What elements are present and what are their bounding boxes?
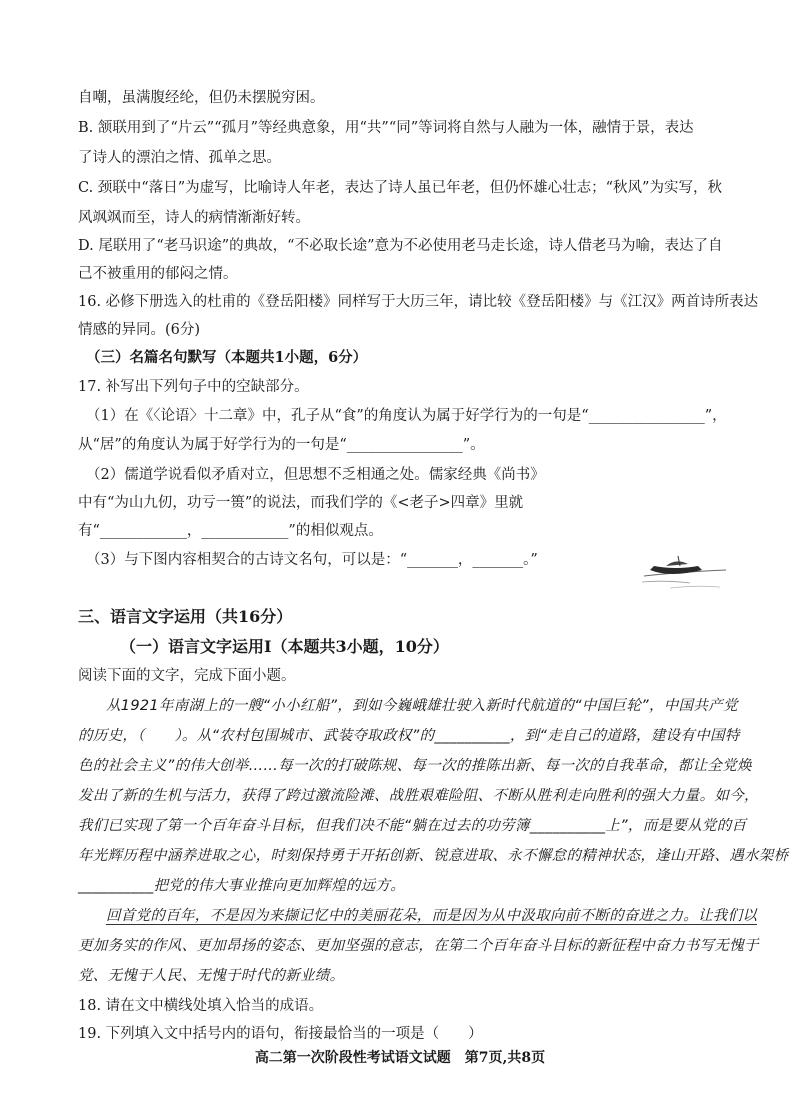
q17-part1-line1: （1）在《〈论语〉十二章》中，孔子从“食”的角度认为属于好学行为的一句是“________________”， <box>86 408 727 424</box>
q17-part2-line1: （2）儒道学说看似矛盾对立，但思想不乏相通之处。儒家经典《尚书》 <box>86 467 545 483</box>
passage-line-9: 更加务实的作风、更加昂扬的姿态、更加坚强的意志，在第二个百年奋斗目标的新征程中奋力书写无愧于 <box>78 938 759 954</box>
page-footer: 高二第一次阶段性考试语文试题 第7页,共8页 <box>254 1050 546 1066</box>
passage-line-1: 从1921年南湖上的一艘“小小红船”，到如今巍峨雄壮驶入新时代航道的“中国巨轮”，中国共产党 <box>106 698 738 714</box>
q17-part1-line2: 从“居”的角度认为属于好学行为的一句是“________________”。 <box>78 437 485 453</box>
question-19: 19. 下列填入文中括号内的语句，衔接最恰当的一项是（ ） <box>78 1026 483 1042</box>
question-16-line1: 16. 必修下册选入的杜甫的《登岳阳楼》同样写于大历三年，请比较《登岳阳楼》与《江汉》两首诗所表达 <box>78 294 759 310</box>
option-a-tail: 自嘲，虽满腹经纶，但仍未摆脱穷困。 <box>78 90 325 106</box>
passage-line-2: 的历史，（ ）。从“农村包围城市、武装夺取政权”的__________，到“走自己的道路，建设有中国特 <box>78 728 740 744</box>
part-3-heading: 三、语言文字运用（共16分） <box>78 607 293 626</box>
passage-line-4: 发出了新的生机与活力，获得了跨过激流险滩、战胜艰难险阻、不断从胜利走向胜利的强大力量。如今， <box>78 788 759 804</box>
question-16-line2: 情感的异同。(6分) <box>78 322 201 338</box>
passage-line-5: 我们已实现了第一个百年奋斗目标，但我们决不能“躺在过去的功劳簿__________上”，而是要从党的百 <box>78 818 747 834</box>
question-18: 18. 请在文中横线处填入恰当的成语。 <box>78 998 324 1014</box>
passage-line-3: 色的社会主义”的伟大创举……每一次的打破陈规、每一次的推陈出新、每一次的自我革命，都让全党焕 <box>78 758 752 774</box>
option-c-line1: C. 颈联中“落日”为虚写，比喻诗人年老，表达了诗人虽已年老，但仍怀雄心壮志；“秋风”为实写，秋 <box>78 180 722 196</box>
section-3-heading: （三）名篇名句默写（本题共1小题，6分） <box>86 349 368 366</box>
question-17-stem: 17. 补写出下列句子中的空缺部分。 <box>78 379 309 395</box>
option-b-line2: 了诗人的漂泊之情、孤单之思。 <box>78 150 281 166</box>
boat-on-water-image <box>640 552 730 592</box>
reading-instruction: 阅读下面的文字，完成下面小题。 <box>78 668 296 684</box>
option-d-line2: 己不被重用的郁闷之情。 <box>78 266 238 282</box>
passage-line-8-underlined <box>106 906 766 926</box>
q17-part2-line2: 中有“为山九仞，功亏一篑”的说法，而我们学的《<老子>四章》里就 <box>78 495 524 511</box>
option-d-line1: D. 尾联用了“老马识途”的典故，“不必取长途”意为不必使用老马走长途，诗人借老马为喻，表达了自 <box>78 238 723 254</box>
q17-part2-line3: 有“____________，____________”的相似观点。 <box>78 523 383 539</box>
underlined-sentence: 回首党的百年，不是因为来撷记忆中的美丽花朵，而是因为从中汲取向前不断的奋进之力。让我们以 <box>106 908 758 924</box>
passage-line-7: __________把党的伟大事业推向更加辉煌的远方。 <box>78 878 406 894</box>
q17-part3: （3）与下图内容相契合的古诗文名句，可以是：“_______，_______。” <box>86 552 538 568</box>
subsection-1-heading: （一）语言文字运用Ⅰ（本题共3小题，10分） <box>120 637 449 656</box>
option-b-line1: B. 颔联用到了“片云”“孤月”等经典意象，用“共”“同”等词将自然与人融为一体，融情于景，表达 <box>78 120 694 136</box>
passage-line-6: 年光辉历程中涵养进取之心，时刻保持勇于开拓创新、锐意进取、永不懈怠的精神状态，逢山开路、遇水架桥 <box>78 848 789 864</box>
passage-line-10: 党、无愧于人民、无愧于时代的新业绩。 <box>78 968 345 984</box>
option-c-line2: 风飒飒而至，诗人的病情渐渐好转。 <box>78 210 310 226</box>
